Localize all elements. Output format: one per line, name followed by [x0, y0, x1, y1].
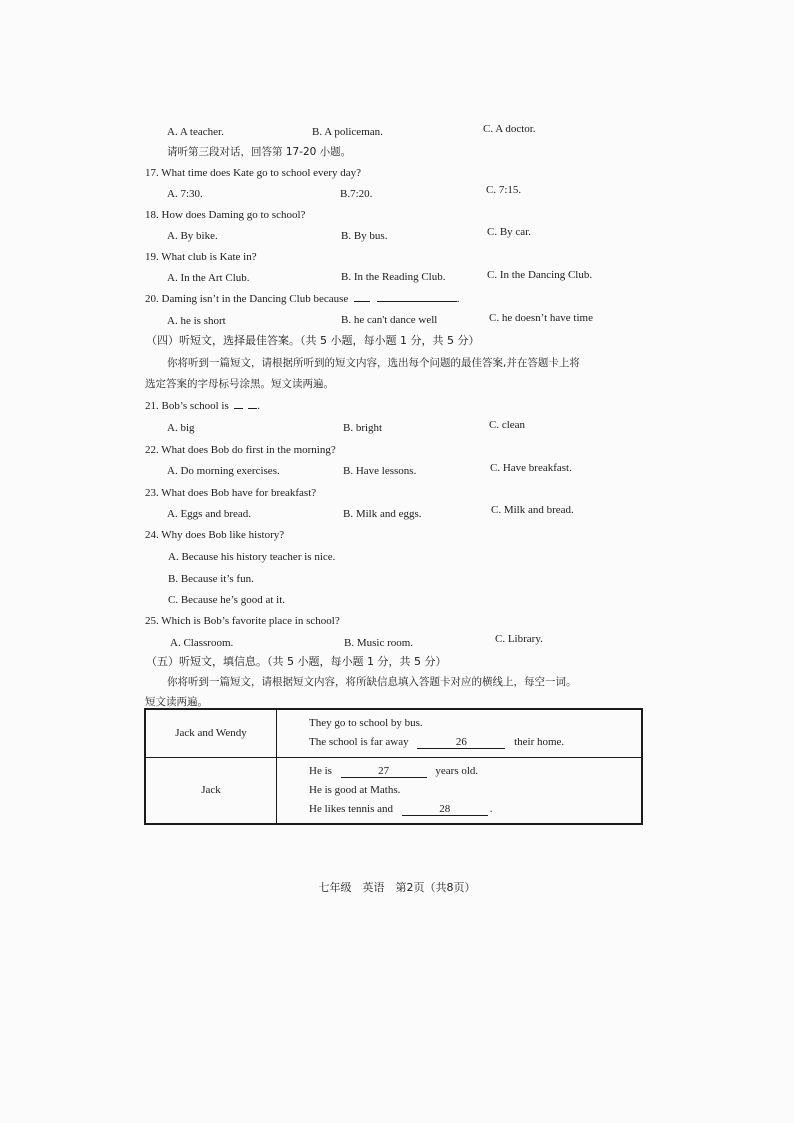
blank-27: 27	[341, 765, 427, 778]
q19-option-a: A. In the Art Club.	[167, 272, 250, 284]
table-desc-cell	[277, 757, 643, 824]
info-table	[144, 708, 643, 825]
blank-26: 26	[417, 736, 505, 749]
row1-line1: They go to school by bus.	[309, 717, 423, 730]
q25-option-a: A. Classroom.	[170, 637, 234, 649]
section5-heading: （五）听短文，填信息。（共 5 小题，每小题 1 分，共 5 分）	[146, 655, 447, 668]
q22-stem: 22. What does Bob do first in the morning?	[145, 444, 336, 456]
table-name-cell: Jack	[145, 757, 277, 824]
q21-option-c: C. clean	[489, 419, 526, 431]
q18-option-c: C. By car.	[487, 226, 531, 238]
row1-line2-text: The school is far away	[309, 736, 409, 749]
q23-option-b: B. Milk and eggs.	[343, 508, 422, 520]
q18-option-b: B. By bus.	[341, 230, 388, 242]
q24-stem: 24. Why does Bob like history?	[145, 529, 285, 541]
table-row	[145, 709, 642, 757]
row2-line3	[309, 800, 641, 819]
table-name-cell: Jack and Wendy	[145, 709, 277, 757]
q24-option-c: C. Because he’s good at it.	[168, 594, 286, 606]
row2-line1-end: years old.	[435, 764, 479, 777]
row2-line3-text: He likes tennis and	[309, 802, 394, 815]
table-desc-cell	[277, 709, 643, 757]
q21-stem	[145, 399, 260, 413]
q20-stem	[145, 292, 460, 306]
q21-stem-text: 21. Bob’s school is	[145, 400, 229, 412]
q18-option-a: A. By bike.	[167, 230, 218, 242]
q19-option-c: C. In the Dancing Club.	[487, 269, 593, 281]
q20-blank-short	[354, 301, 370, 302]
q17-option-b: B.7:20.	[340, 188, 373, 200]
row1-line2	[309, 733, 641, 752]
row2-line2: He is good at Maths.	[309, 783, 401, 796]
q22-option-a: A. Do morning exercises.	[167, 465, 280, 477]
q20-blank	[377, 301, 457, 302]
q20-stem-text: 20. Daming isn’t in the Dancing Club because	[145, 293, 349, 305]
q16-option-c: C. A doctor.	[483, 123, 536, 135]
blank-28: 28	[402, 803, 488, 816]
q20-option-b: B. he can't dance well	[341, 314, 438, 326]
q19-stem: 19. What club is Kate in?	[145, 251, 257, 263]
row2-line1-text: He is	[309, 764, 332, 777]
q17-option-c: C. 7:15.	[486, 184, 522, 196]
row2-line1	[309, 762, 641, 781]
page-footer: 七年级 英语 第2页（共8页）	[318, 881, 476, 894]
q25-stem: 25. Which is Bob’s favorite place in school?	[145, 615, 340, 627]
section4-instruction-line2: 选定答案的字母标号涂黑。短文读两遍。	[145, 378, 334, 390]
q24-option-b: B. Because it’s fun.	[168, 573, 254, 585]
q19-option-b: B. In the Reading Club.	[341, 271, 446, 283]
q23-stem: 23. What does Bob have for breakfast?	[145, 487, 317, 499]
q25-option-b: B. Music room.	[344, 637, 414, 649]
q23-option-c: C. Milk and bread.	[491, 504, 574, 516]
q21-option-a: A. big	[167, 422, 195, 434]
q21-stem-end: .	[257, 400, 260, 412]
q21-blank-1	[234, 408, 243, 409]
q24-option-a: A. Because his history teacher is nice.	[168, 551, 336, 563]
q16-option-b: B. A policeman.	[312, 126, 383, 138]
q22-option-c: C. Have breakfast.	[490, 462, 572, 474]
q22-option-b: B. Have lessons.	[343, 465, 417, 477]
q17-option-a: A. 7:30.	[167, 188, 203, 200]
row2-line3-end: .	[489, 802, 493, 815]
q25-option-c: C. Library.	[495, 633, 543, 645]
section4-instruction-line1: 你将听到一篇短文，请根据所听到的短文内容，选出每个问题的最佳答案,并在答题卡上将	[167, 357, 580, 369]
q21-blank-2	[248, 408, 257, 409]
q20-option-c: C. he doesn’t have time	[489, 312, 593, 324]
q23-option-a: A. Eggs and bread.	[167, 508, 252, 520]
q21-option-b: B. bright	[343, 422, 383, 434]
dialog3-instruction: 请听第三段对话，回答第 17-20 小题。	[167, 146, 352, 158]
q18-stem: 18. How does Daming go to school?	[145, 209, 306, 221]
q20-stem-end: .	[456, 293, 460, 305]
row1-line2-end: their home.	[514, 736, 565, 749]
q20-option-a: A. he is short	[167, 315, 226, 327]
section5-instruction-line1: 你将听到一篇短文，请根据短文内容，将所缺信息填入答题卡对应的横线上，每空一词。	[167, 676, 577, 688]
section5-instruction-line2: 短文读两遍。	[145, 696, 208, 708]
q17-stem: 17. What time does Kate go to school every day?	[145, 167, 362, 179]
section4-heading: （四）听短文，选择最佳答案。（共 5 小题，每小题 1 分，共 5 分）	[146, 334, 480, 347]
table-row	[145, 757, 642, 824]
q16-option-a: A. A teacher.	[167, 126, 224, 138]
